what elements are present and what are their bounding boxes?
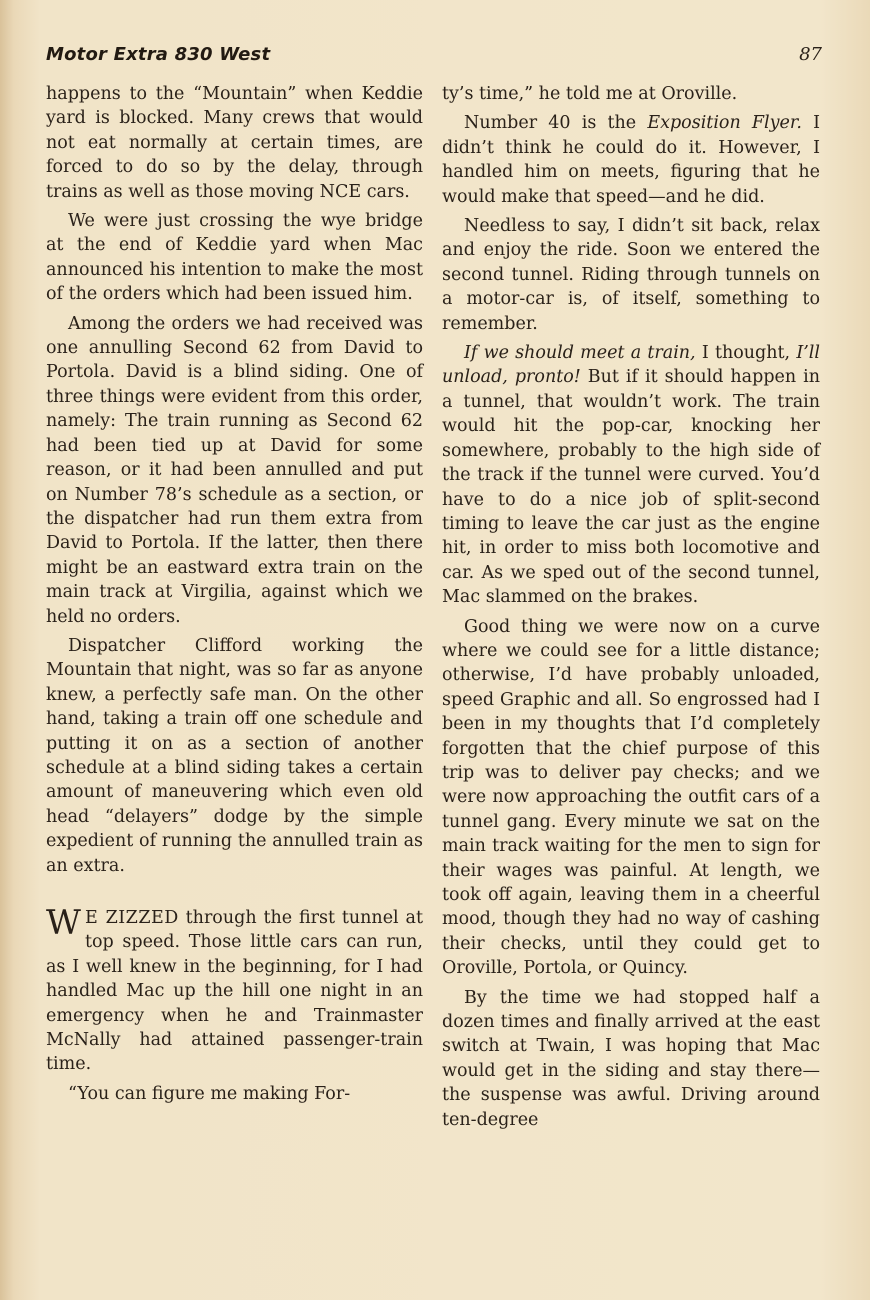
- paragraph: Needless to say, I didn’t sit back, relax and enjoy the ride. Soon we entered the second tunnel. Riding through tunnels on a motor-car is, of itself, something to remember.: [442, 216, 820, 334]
- drop-cap: W: [46, 903, 81, 943]
- italic-thought: I’ll unload, pronto!: [442, 343, 820, 388]
- page-header: [46, 44, 822, 70]
- paragraph-text: I didn’t think he could do it. However, I handled him on meets, figuring that he would make that speed—and he did.: [442, 113, 820, 207]
- small-caps-lead: E ZIZZED: [84, 908, 179, 928]
- paragraph: Dispatcher Clifford working the Mountain that night, was so far as anyone knew, a perfectly safe man. On the other hand, taking a train off one schedule and putting it on as a section of another schedule at a blind siding takes a certain amount of maneuvering which even old head “delayers” dodge by the simple expedient of running the annulled train as an extra.: [46, 635, 423, 876]
- paragraph: By the time we had stopped half a dozen times and finally arrived at the east switch at Twain, I was hoping that Mac would get in the siding and stay there—the suspense was awful. Driving around ten-degree: [442, 987, 820, 1130]
- paragraph: [442, 111, 820, 209]
- paragraph-text: I thought,: [695, 343, 797, 364]
- paragraph: We were just crossing the wye bridge at the end of Keddie yard when Mac announced his intention to make the most of the orders which had been issued him.: [46, 211, 423, 305]
- left-column: [46, 82, 423, 1111]
- paragraph: happens to the “Mountain” when Keddie yard is blocked. Many crews that would not eat normally at certain times, are forced to do so by the delay, through trains as well as those moving NCE cars.: [46, 84, 423, 202]
- paragraph: “You can figure me making For-: [68, 1083, 351, 1104]
- paragraph: ty’s time,” he told me at Oroville.: [442, 84, 738, 104]
- italic-thought: If we should meet a train,: [464, 343, 696, 364]
- paragraph: Good thing we were now on a curve where we could see for a little distance; otherwise, I’d have probably unloaded, speed Graphic and all. So engrossed had I been in my thoughts that I’d completely forgotten that the chief purpose of this trip was to deliver pay checks; and we were now approaching the outfit cars of a tunnel gang. Every minute we sat on the main track waiting for the men to sign for their wages was painful. At length, we took off again, leaving them in a cheerful mood, though they had no way of cashing their checks, until they could get to Oroville, Portola, or Quincy.: [442, 616, 820, 979]
- paragraph-text: Number 40 is the: [464, 113, 648, 134]
- paragraph-text: through the first tunnel at top speed. Those little cars can run, as I well knew in the beginning, for I had handled Mac up the hill one night in an emergency when he and Trainmaster McNally had attained passenger-train time.: [46, 908, 423, 1075]
- page-number: 87: [799, 44, 822, 65]
- running-head: Motor Extra 830 West: [46, 44, 271, 65]
- paragraph: Among the orders we had received was one annulling Second 62 from David to Portola. David is a blind siding. One of three things were evident from this order, namely: The train running as Second 62 had been tied up at David for some reason, or it had been annulled and put on Number 78’s schedule as a section, or the dispatcher had run them extra from David to Portola. If the latter, then there might be an eastward extra train on the main track at Virgilia, against which we held no orders.: [46, 313, 423, 627]
- italic-train-name: Exposition Flyer.: [647, 113, 802, 134]
- right-column: [442, 82, 820, 1137]
- paragraph-text: But if it should happen in a tunnel, that wouldn’t work. The train would hit the pop-car, knocking her somewhere, probably to the high side of the track if the tunnel were curved. You’d have to do a nice job of split-second timing to leave the car just as the engine hit, in order to miss both locomotive and car. As we sped out of the second tunnel, Mac slammed on the brakes.: [442, 367, 820, 608]
- paragraph: [442, 341, 820, 609]
- section-paragraph: [46, 903, 423, 1077]
